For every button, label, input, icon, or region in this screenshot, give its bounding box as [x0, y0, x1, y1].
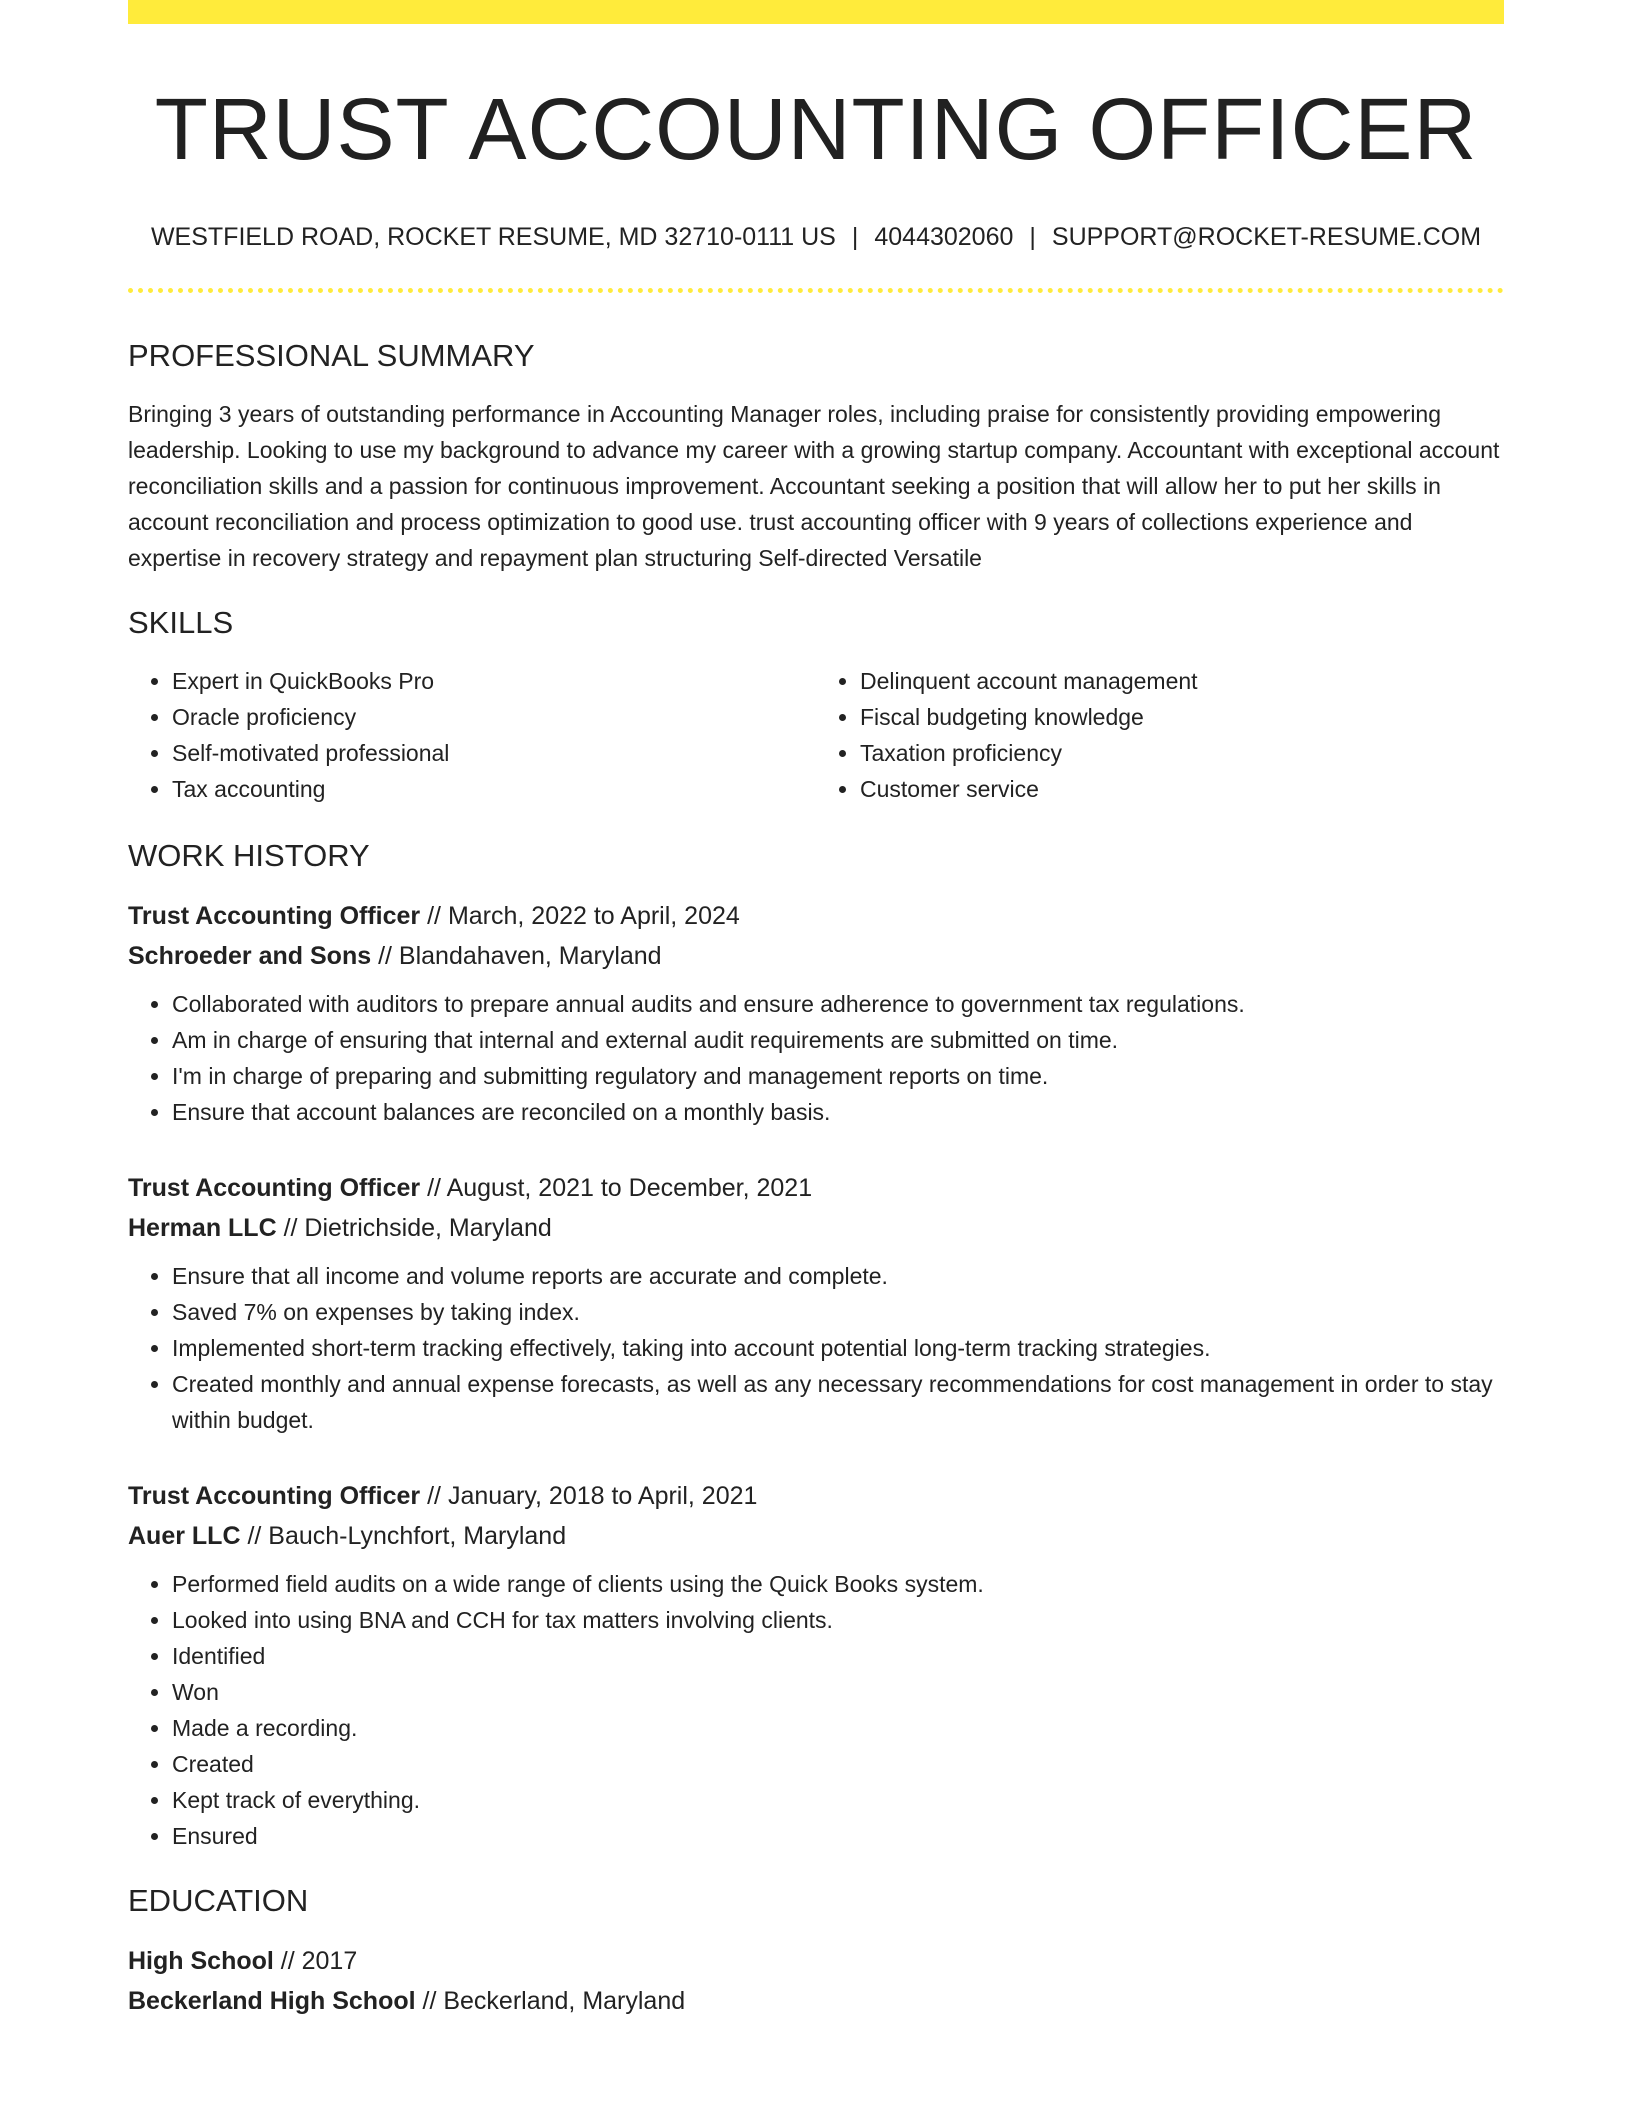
skills-heading: SKILLS: [128, 604, 234, 640]
education-entry: [128, 1941, 1504, 2021]
job-bullets: [128, 1258, 1504, 1438]
job-dates: // August, 2021 to December, 2021: [427, 1174, 813, 1203]
job-company-line: [128, 936, 1504, 976]
job-company: Auer LLC: [128, 1522, 241, 1551]
contact-separator: |: [851, 222, 859, 251]
education-location: // Beckerland, Maryland: [422, 1987, 686, 2016]
job-bullet: • Looked into using BNA and CCH for tax matters involving clients.: [172, 1602, 1504, 1638]
job-role: Trust Accounting Officer: [128, 902, 421, 931]
job-title-line: [128, 1476, 1504, 1516]
contact-email[interactable]: SUPPORT@ROCKET-RESUME.COM: [1051, 222, 1482, 251]
job-company-line: [128, 1208, 1504, 1248]
top-accent-bar: [128, 0, 1504, 24]
job-bullet: • Created monthly and annual expense forecasts, as well as any necessary recommendations for cost management in order to stay within budget.: [172, 1366, 1504, 1438]
skills-right-column: [816, 663, 1504, 807]
job-bullet: • Identified: [172, 1638, 1504, 1674]
contact-phone: 4044302060: [874, 222, 1014, 251]
summary-text: Bringing 3 years of outstanding performance in Accounting Manager roles, including praise for consistently providing empowering leadership. Looking to use my background to advance my career with a growing startup company. Accountant with exceptional account reconciliation skills and a passion for continuous improvement. Accountant seeking a position that will allow her to put her skills in account reconciliation and process optimization to good use. trust accounting officer with 9 years of collections experience and expertise in recovery strategy and repayment plan structuring Self-directed Versatile: [128, 400, 1500, 571]
skill-item: • Fiscal budgeting knowledge: [860, 699, 1504, 735]
job-location: // Dietrichside, Maryland: [283, 1214, 552, 1243]
job-dates: // January, 2018 to April, 2021: [427, 1482, 758, 1511]
skill-item: • Customer service: [860, 771, 1504, 807]
job-bullets: [128, 986, 1504, 1130]
job-location: // Bauch-Lynchfort, Maryland: [247, 1522, 567, 1551]
job-bullet: • Implemented short-term tracking effectively, taking into account potential long-term tracking strategies.: [172, 1330, 1504, 1366]
job-entry: [128, 896, 1504, 1130]
job-bullet: • Saved 7% on expenses by taking index.: [172, 1294, 1504, 1330]
contact-line: [128, 222, 1504, 252]
resume-page: [128, 0, 1504, 2021]
job-company: Herman LLC: [128, 1214, 277, 1243]
skill-item: • Self-motivated professional: [172, 735, 816, 771]
job-role: Trust Accounting Officer: [128, 1482, 421, 1511]
job-bullet: • Made a recording.: [172, 1710, 1504, 1746]
job-role: Trust Accounting Officer: [128, 1174, 421, 1203]
education-year: // 2017: [280, 1947, 358, 1976]
job-bullets: [128, 1566, 1504, 1854]
education-degree: High School: [128, 1947, 274, 1976]
education-degree-line: [128, 1941, 1504, 1981]
job-bullet: • Kept track of everything.: [172, 1782, 1504, 1818]
job-bullet: • Won: [172, 1674, 1504, 1710]
job-title-line: [128, 1168, 1504, 1208]
education-school-line: [128, 1981, 1504, 2021]
job-entry: [128, 1476, 1504, 1854]
contact-address: WESTFIELD ROAD, ROCKET RESUME, MD 32710-0111 US: [150, 222, 836, 251]
job-location: // Blandahaven, Maryland: [378, 942, 662, 971]
education-heading: EDUCATION: [128, 1883, 309, 1919]
skill-item: • Taxation proficiency: [860, 735, 1504, 771]
resume-name: TRUST ACCOUNTING OFFICER: [154, 81, 1478, 178]
job-bullet: • Created: [172, 1746, 1504, 1782]
education-school: Beckerland High School: [128, 1987, 416, 2016]
dotted-divider: [128, 288, 1504, 293]
job-title-line: [128, 896, 1504, 936]
skill-item: • Delinquent account management: [860, 663, 1504, 699]
job-entry: [128, 1168, 1504, 1438]
contact-separator: |: [1029, 222, 1036, 251]
job-bullet: • Collaborated with auditors to prepare annual audits and ensure adherence to government tax regulations.: [172, 986, 1504, 1022]
job-bullet: • Ensure that account balances are reconciled on a monthly basis.: [172, 1094, 1504, 1130]
skills-grid: [128, 663, 1504, 807]
job-company: Schroeder and Sons: [128, 942, 372, 971]
job-dates: // March, 2022 to April, 2024: [427, 902, 740, 931]
skill-item: • Tax accounting: [172, 771, 816, 807]
skills-left-column: [128, 663, 816, 807]
job-company-line: [128, 1516, 1504, 1556]
skill-item: • Expert in QuickBooks Pro: [172, 663, 816, 699]
job-bullet: • Am in charge of ensuring that internal and external audit requirements are submitted on time.: [172, 1022, 1504, 1058]
job-bullet: • Ensure that all income and volume reports are accurate and complete.: [172, 1258, 1504, 1294]
job-bullet: • Performed field audits on a wide range of clients using the Quick Books system.: [172, 1566, 1504, 1602]
job-bullet: • Ensured: [172, 1818, 1504, 1854]
summary-heading: PROFESSIONAL SUMMARY: [128, 337, 535, 373]
work-history-heading: WORK HISTORY: [128, 838, 370, 874]
job-bullet: • I'm in charge of preparing and submitting regulatory and management reports on time.: [172, 1058, 1504, 1094]
skill-item: • Oracle proficiency: [172, 699, 816, 735]
